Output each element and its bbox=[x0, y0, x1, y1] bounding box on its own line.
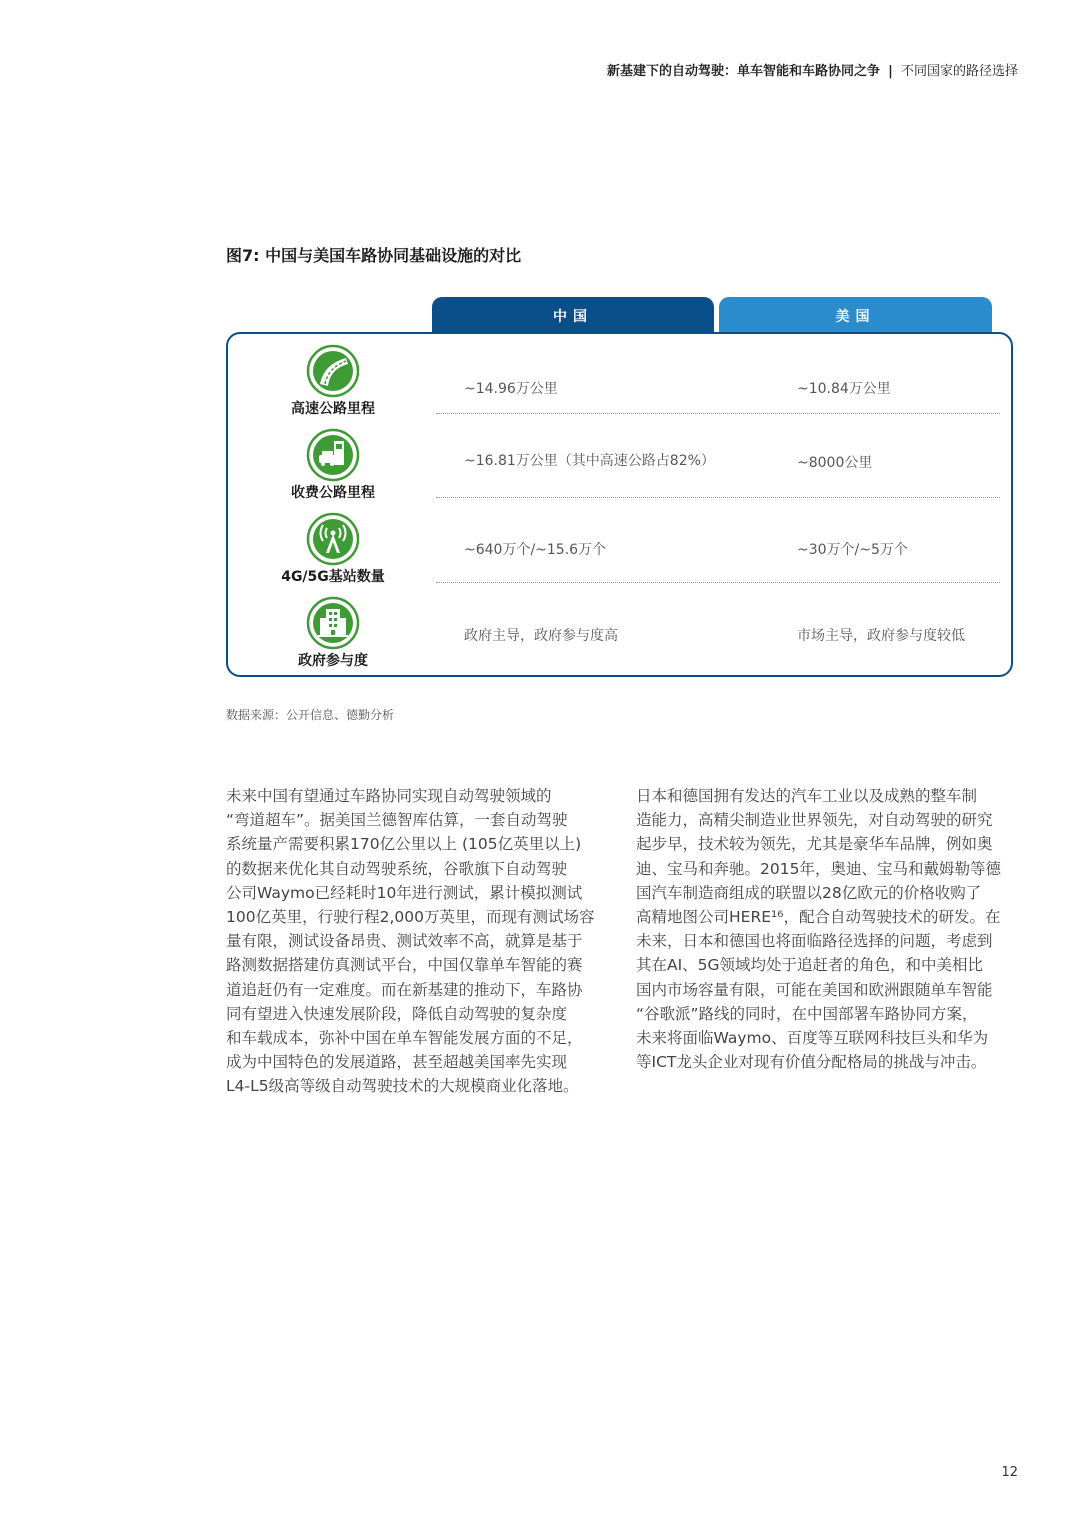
row-label-highway: 高速公路里程 bbox=[291, 401, 375, 417]
toll-station-icon bbox=[306, 428, 360, 482]
column-header-usa: 美国 bbox=[719, 297, 992, 335]
data-source-note: 数据来源：公开信息、德勤分析 bbox=[226, 708, 395, 722]
page-number: 12 bbox=[1001, 1465, 1018, 1480]
comparison-table bbox=[226, 332, 1013, 677]
body-paragraph-left: 未来中国有望通过车路协同实现自动驾驶领域的 “弯道超车”。据美国兰德智库估算，一套自动驾驶 系统量产需要积累170亿公里以上 (105亿英里以上) 的数据来优化其自动驾驶系统，谷歌旗下自动驾驶 公司Waymo已经耗时10年进行测试，累计模拟测试 100亿英里，行驶行程2,000万英里，而现有测试场容 量有限，测试设备昂贵、测试效率不高，就算是基于 路测数据搭建仿真测试平台，中国仅靠单车智能的赛 道追赶仍有一定难度。而在新基建的推动下，车路协 同有望进入快速发展阶段，降低自动驾驶的复杂度 和车载成本，弥补中国在单车智能发展方面的不足， 成为中国特色的发展道路，甚至超越美国率先实现 L4-L5级高等级自动驾驶技术的大规模商业化落地。 bbox=[226, 787, 595, 1096]
antenna-icon bbox=[306, 512, 360, 566]
usa-government-value: 市场主导，政府参与度较低 bbox=[797, 628, 965, 644]
row-divider bbox=[436, 497, 1000, 498]
row-label-base-stations: 4G/5G基站数量 bbox=[281, 569, 385, 585]
government-building-icon bbox=[306, 596, 360, 650]
header-separator: | bbox=[888, 64, 893, 79]
row-divider bbox=[436, 413, 1000, 414]
header-title: 新基建下的自动驾驶：单车智能和车路协同之争 bbox=[606, 64, 880, 79]
usa-toll-value: ~8000公里 bbox=[797, 455, 873, 471]
china-highway-value: ~14.96万公里 bbox=[464, 381, 558, 397]
highway-icon bbox=[306, 344, 360, 398]
china-government-value: 政府主导，政府参与度高 bbox=[464, 628, 618, 644]
usa-highway-value: ~10.84万公里 bbox=[797, 381, 891, 397]
figure-title: 图7: 中国与美国车路协同基础设施的对比 bbox=[226, 246, 522, 265]
row-divider bbox=[436, 582, 1000, 583]
china-stations-value: ~640万个/~15.6万个 bbox=[464, 542, 607, 558]
page-header bbox=[607, 60, 1018, 79]
china-toll-value: ~16.81万公里（其中高速公路占82%） bbox=[464, 453, 715, 469]
column-header-china: 中国 bbox=[432, 297, 714, 335]
usa-stations-value: ~30万个/~5万个 bbox=[797, 542, 908, 558]
body-paragraph-right: 日本和德国拥有发达的汽车工业以及成熟的整车制 造能力，高精尖制造业世界领先，对自动驾驶的研究 起步早，技术较为领先，尤其是豪华车品牌，例如奥 迪、宝马和奔驰。2015年，奥迪、宝马和戴姆勒等德 国汽车制造商组成的联盟以28亿欧元的价格收购了 高精地图公司HERE¹⁶，配合自动驾驶技术的研发。在 未来，日本和德国也将面临路径选择的问题，考虑到 其在AI、5G领域均处于追赶者的角色，和中美相比 国内市场容量有限，可能在美国和欧洲跟随单车智能 “谷歌派”路线的同时，在中国部署车路协同方案， 未来将面临Waymo、百度等互联网科技巨头和华为 等ICT龙头企业对现有价值分配格局的挑战与冲击。 bbox=[636, 787, 1001, 1072]
row-label-government: 政府参与度 bbox=[298, 653, 368, 669]
row-label-toll: 收费公路里程 bbox=[291, 485, 375, 501]
header-section: 不同国家的路径选择 bbox=[900, 64, 1018, 79]
